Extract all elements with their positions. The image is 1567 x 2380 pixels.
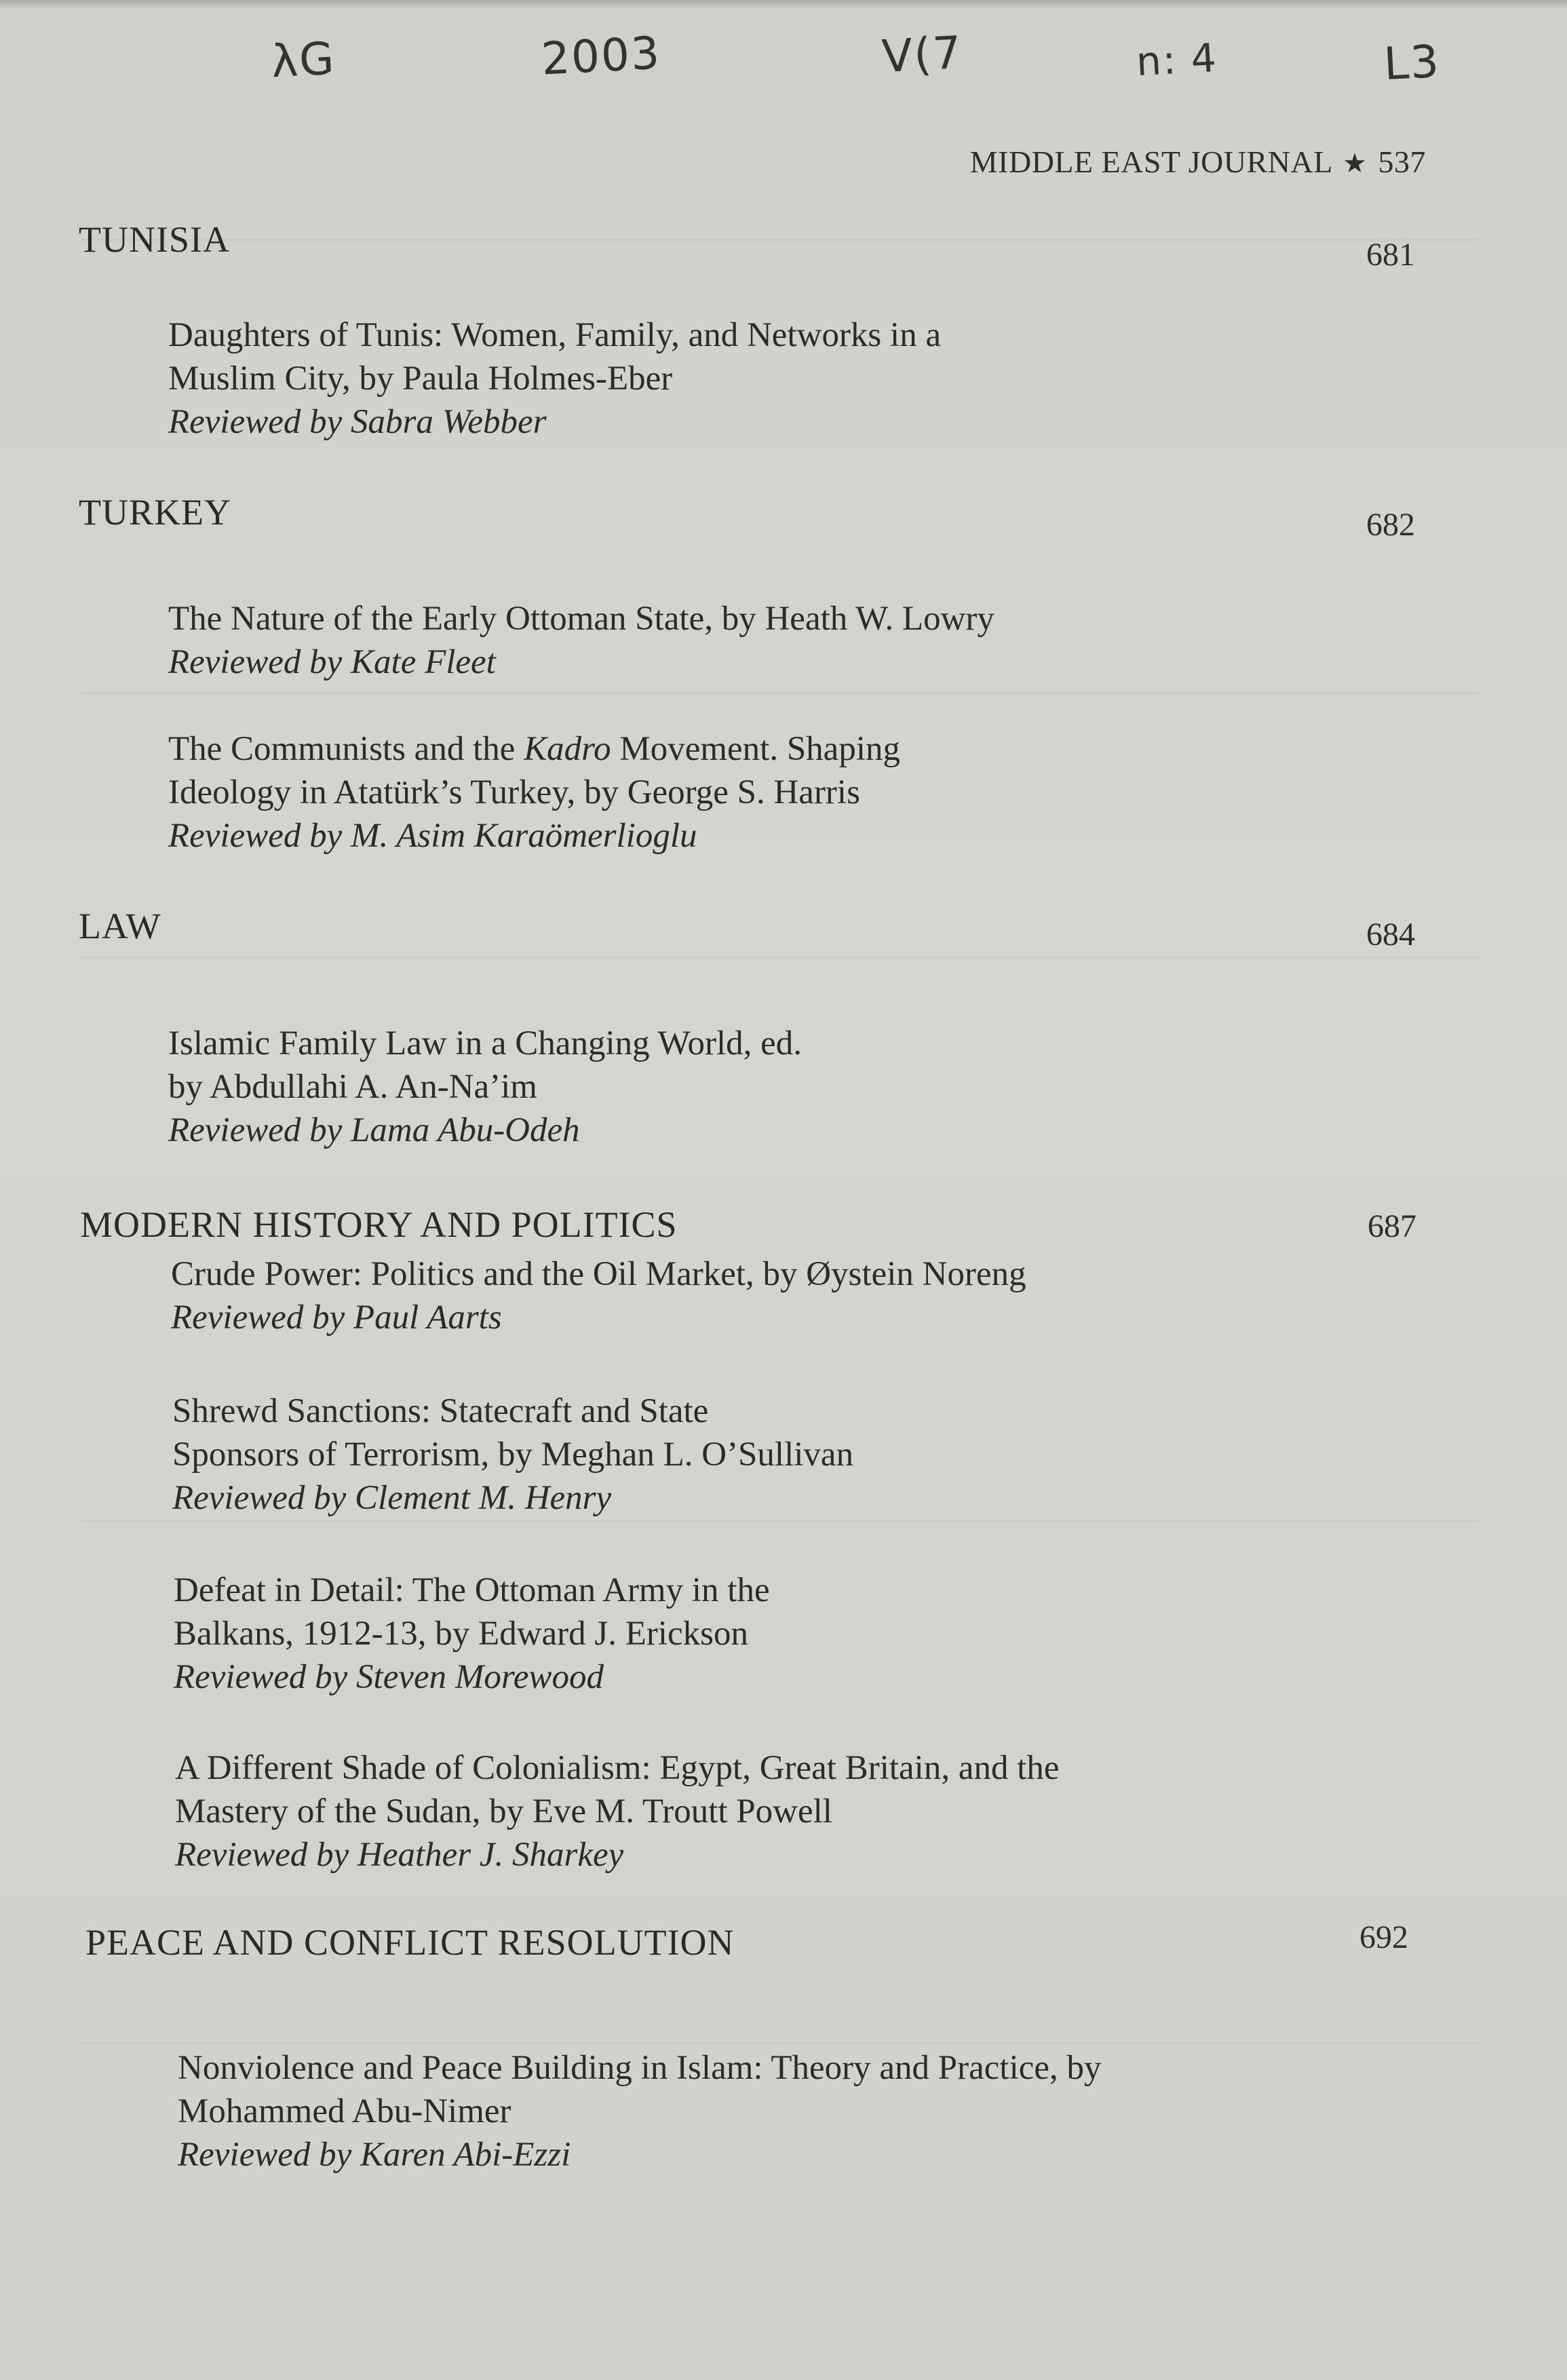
review-entry: [168, 727, 900, 858]
review-entry: [171, 1252, 1026, 1339]
entry-reviewer: Reviewed by Kate Fleet: [168, 643, 496, 681]
show-through: [81, 2042, 1479, 2044]
entry-title-text: The Communists and the: [168, 730, 524, 768]
show-through: [81, 1520, 1479, 1522]
section-title-modern-history: MODERN HISTORY AND POLITICS: [80, 1204, 678, 1245]
handwritten-vol-note: V(7: [881, 26, 964, 83]
review-entry: [168, 1022, 802, 1152]
review-entry: [174, 1569, 770, 1699]
section-page-peace-conflict: 692: [1359, 1919, 1408, 1955]
entry-title-line: Mohammed Abu-Nimer: [178, 2092, 511, 2130]
handwritten-number-note: n: 4: [1135, 34, 1219, 85]
entry-title-line: Shrewd Sanctions: Statecraft and State: [172, 1392, 709, 1430]
show-through: [81, 692, 1479, 694]
running-head-page: 537: [1378, 145, 1426, 179]
star-icon: ★: [1342, 148, 1368, 178]
section-title-peace-conflict: PEACE AND CONFLICT RESOLUTION: [85, 1922, 735, 1963]
section-title-tunisia: TUNISIA: [79, 219, 230, 260]
entry-title-line: by Abdullahi A. An-Na’im: [168, 1068, 537, 1106]
entry-title-line: Muslim City, by Paula Holmes-Eber: [168, 360, 673, 398]
handwritten-code-note: L3: [1382, 35, 1442, 91]
entry-title-line: A Different Shade of Colonialism: Egypt, Great Britain, and the: [175, 1749, 1060, 1787]
journal-name: MIDDLE EAST JOURNAL: [969, 145, 1332, 179]
review-entry: [172, 1389, 853, 1520]
review-entry: [168, 597, 994, 684]
handwritten-annotations: [0, 27, 1567, 102]
entry-reviewer: Reviewed by Steven Morewood: [174, 1658, 604, 1696]
entry-title-line: Ideology in Atatürk’s Turkey, by George S. Harris: [168, 773, 860, 811]
handwritten-volume-note: λG: [270, 32, 337, 88]
entry-title-line: Islamic Family Law in a Changing World, ed.: [168, 1024, 802, 1062]
entry-reviewer: Reviewed by Karen Abi-Ezzi: [178, 2136, 571, 2174]
entry-reviewer: Reviewed by Paul Aarts: [171, 1299, 502, 1337]
entry-title-line: Balkans, 1912-13, by Edward J. Erickson: [174, 1615, 749, 1653]
review-entry: [168, 313, 941, 444]
section-page-turkey: 682: [1366, 507, 1415, 543]
show-through: [81, 957, 1479, 959]
entry-title-line: The Nature of the Early Ottoman State, by Heath W. Lowry: [168, 600, 994, 638]
page-edge-shadow: [0, 0, 1567, 9]
section-title-turkey: TURKEY: [79, 492, 231, 533]
section-page-tunisia: 681: [1366, 237, 1415, 273]
section-title-law: LAW: [79, 906, 161, 946]
review-entry: [178, 2046, 1102, 2176]
entry-reviewer: Reviewed by M. Asim Karaömerlioglu: [168, 817, 697, 855]
review-entry: [175, 1746, 1060, 1877]
section-page-law: 684: [1366, 917, 1415, 953]
entry-title-line: Sponsors of Terrorism, by Meghan L. O’Sullivan: [172, 1436, 854, 1474]
show-through: [81, 239, 1479, 241]
entry-reviewer: Reviewed by Lama Abu-Odeh: [168, 1111, 580, 1149]
entry-title-line: Defeat in Detail: The Ottoman Army in the: [174, 1571, 770, 1609]
entry-reviewer: Reviewed by Clement M. Henry: [172, 1479, 612, 1517]
entry-title-line: Crude Power: Politics and the Oil Market, by Øystein Noreng: [171, 1255, 1026, 1293]
entry-title-text: Movement. Shaping: [611, 730, 900, 768]
entry-title-line: Daughters of Tunis: Women, Family, and Networks in a: [168, 316, 942, 354]
entry-reviewer: Reviewed by Heather J. Sharkey: [175, 1836, 624, 1874]
entry-title-line: Mastery of the Sudan, by Eve M. Troutt Powell: [175, 1792, 832, 1830]
entry-title-italic: Kadro: [524, 730, 611, 768]
handwritten-year-note: 2003: [540, 26, 662, 85]
running-head: [970, 144, 1426, 180]
entry-reviewer: Reviewed by Sabra Webber: [168, 403, 547, 441]
entry-title-line: [168, 727, 900, 771]
section-page-modern-history: 687: [1368, 1208, 1416, 1244]
entry-title-line: Nonviolence and Peace Building in Islam: Theory and Practice, by: [178, 2049, 1102, 2087]
